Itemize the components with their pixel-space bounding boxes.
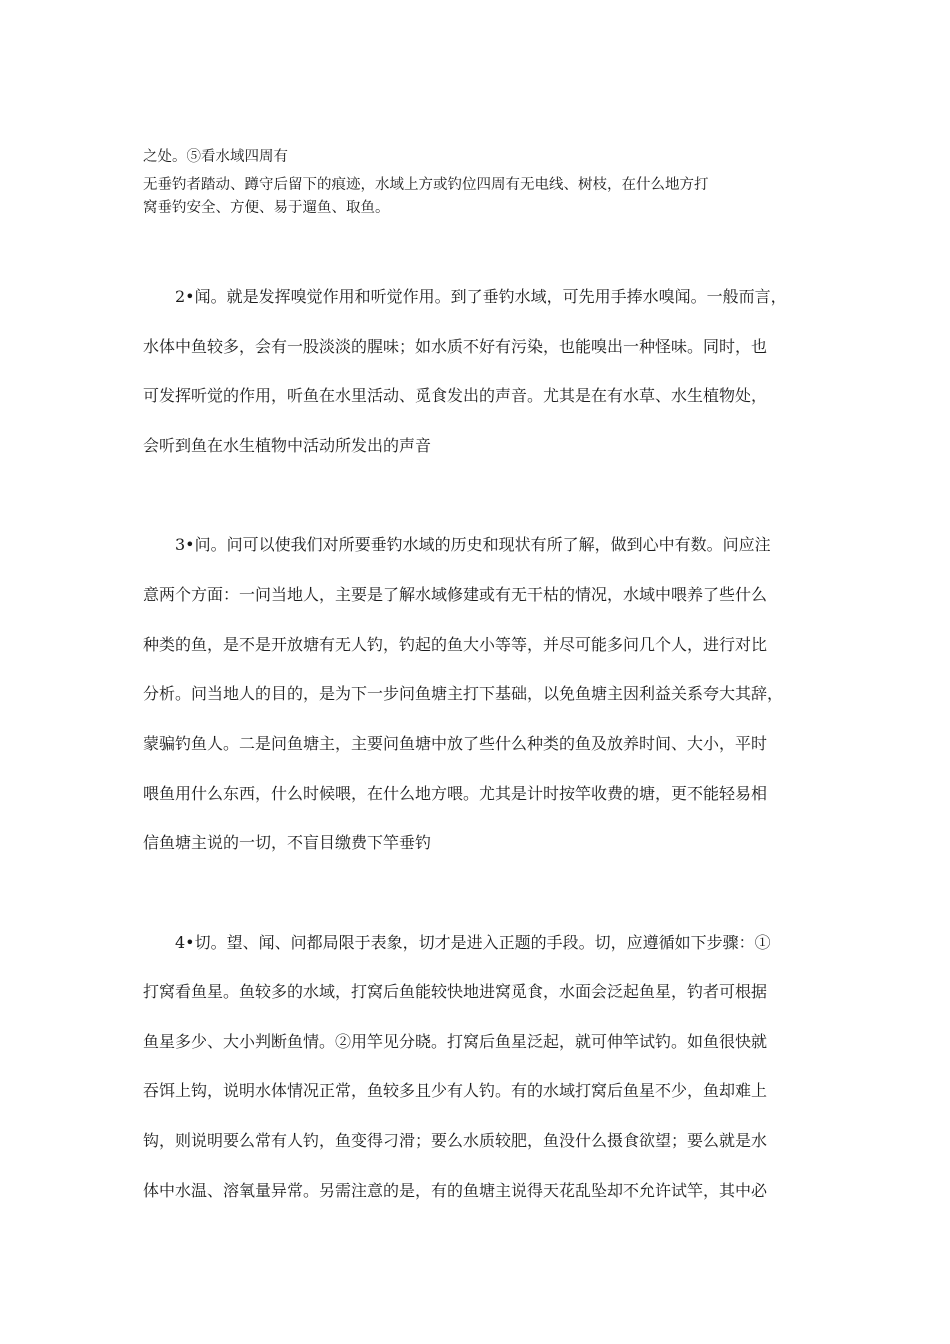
paragraph-line: 信鱼塘主说的一切，不盲目缴费下竿垂钓 [143, 833, 432, 852]
paragraph-line: 可发挥听觉的作用，听鱼在水里活动、觅食发出的声音。尤其是在有水草、水生植物处， [143, 386, 768, 405]
paragraph-line: 蒙骗钓鱼人。二是问鱼塘主，主要问鱼塘中放了些什么种类的鱼及放养时间、大小，平时 [143, 734, 768, 753]
paragraph-line: 喂鱼用什么东西，什么时候喂，在什么地方喂。尤其是计时按竿收费的塘，更不能轻易相 [143, 784, 768, 803]
paragraph-line: 2•闻。就是发挥嗅觉作用和听觉作用。到了垂钓水域，可先用手捧水嗅闻。一般而言， [175, 287, 787, 306]
paragraph-line: 水体中鱼较多，会有一股淡淡的腥味；如水质不好有污染，也能嗅出一种怪味。同时，也 [143, 337, 768, 356]
intro-line: 无垂钓者踏动、蹲守后留下的痕迹，水域上方或钓位四周有无电线、树枝，在什么地方打 [143, 177, 709, 193]
paragraph-line: 钩，则说明要么常有人钓，鱼变得刁滑；要么水质较肥，鱼没什么摄食欲望；要么就是水 [143, 1131, 768, 1150]
paragraph-line: 4•切。望、闻、问都局限于表象，切才是进入正题的手段。切，应遵循如下步骤：① [175, 933, 771, 952]
paragraph-line: 吞饵上钩，说明水体情况正常，鱼较多且少有人钓。有的水域打窝后鱼星不少，鱼却难上 [143, 1081, 768, 1100]
intro-line: 窝垂钓安全、方便、易于遛鱼、取鱼。 [143, 200, 390, 216]
paragraph-line: 3•问。问可以使我们对所要垂钓水域的历史和现状有所了解，做到心中有数。问应注 [175, 535, 771, 554]
paragraph-line: 会听到鱼在水生植物中活动所发出的声音 [143, 436, 432, 455]
paragraph-line: 体中水温、溶氧量异常。另需注意的是，有的鱼塘主说得天花乱坠却不允许试竿，其中必 [143, 1181, 768, 1200]
paragraph-line: 种类的鱼，是不是开放塘有无人钓，钓起的鱼大小等等，并尽可能多问几个人，进行对比 [143, 635, 768, 654]
intro-line: 之处。⑤看水域四周有 [143, 149, 288, 165]
paragraph-line: 分析。问当地人的目的，是为下一步问鱼塘主打下基础，以免鱼塘主因利益关系夸大其辞， [143, 684, 784, 703]
paragraph-line: 鱼星多少、大小判断鱼情。②用竿见分晓。打窝后鱼星泛起，就可伸竿试钓。如鱼很快就 [143, 1032, 768, 1051]
paragraph-line: 打窝看鱼星。鱼较多的水域，打窝后鱼能较快地进窝觅食，水面会泛起鱼星，钓者可根据 [143, 982, 768, 1001]
paragraph-line: 意两个方面：一问当地人，主要是了解水域修建或有无干枯的情况，水域中喂养了些什么 [143, 585, 768, 604]
